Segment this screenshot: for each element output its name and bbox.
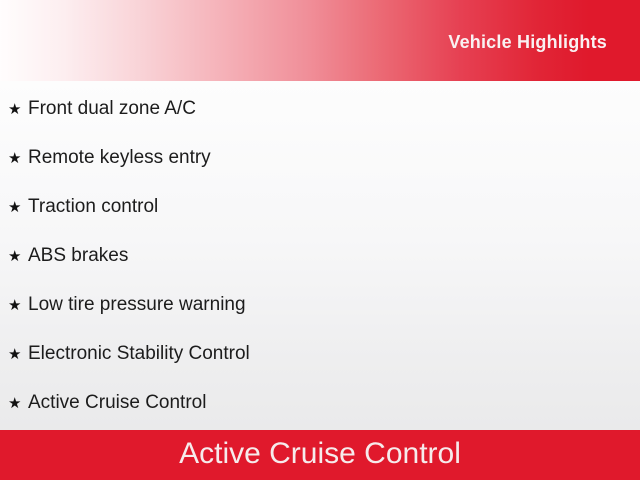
feature-label: Electronic Stability Control (28, 342, 250, 364)
list-item (8, 231, 640, 280)
bottom-banner (0, 430, 640, 480)
list-item (8, 280, 640, 329)
list-item (8, 378, 640, 427)
list-item (8, 329, 640, 378)
star-bullet-icon: ★ (8, 394, 22, 412)
feature-label: Active Cruise Control (28, 391, 207, 413)
feature-label: Traction control (28, 195, 159, 217)
star-bullet-icon: ★ (8, 296, 22, 314)
list-item (8, 84, 640, 133)
footer-feature-title: Active Cruise Control (179, 437, 461, 470)
feature-list (0, 81, 640, 430)
list-item (8, 133, 640, 182)
feature-label: Remote keyless entry (28, 146, 211, 168)
feature-label: ABS brakes (28, 244, 129, 266)
top-banner (0, 0, 640, 81)
star-bullet-icon: ★ (8, 149, 22, 167)
feature-label: Low tire pressure warning (28, 293, 246, 315)
list-item (8, 182, 640, 231)
star-bullet-icon: ★ (8, 100, 22, 118)
star-bullet-icon: ★ (8, 198, 22, 216)
star-bullet-icon: ★ (8, 345, 22, 363)
feature-label: Front dual zone A/C (28, 97, 196, 119)
star-bullet-icon: ★ (8, 247, 22, 265)
page-title: Vehicle Highlights (448, 32, 607, 52)
